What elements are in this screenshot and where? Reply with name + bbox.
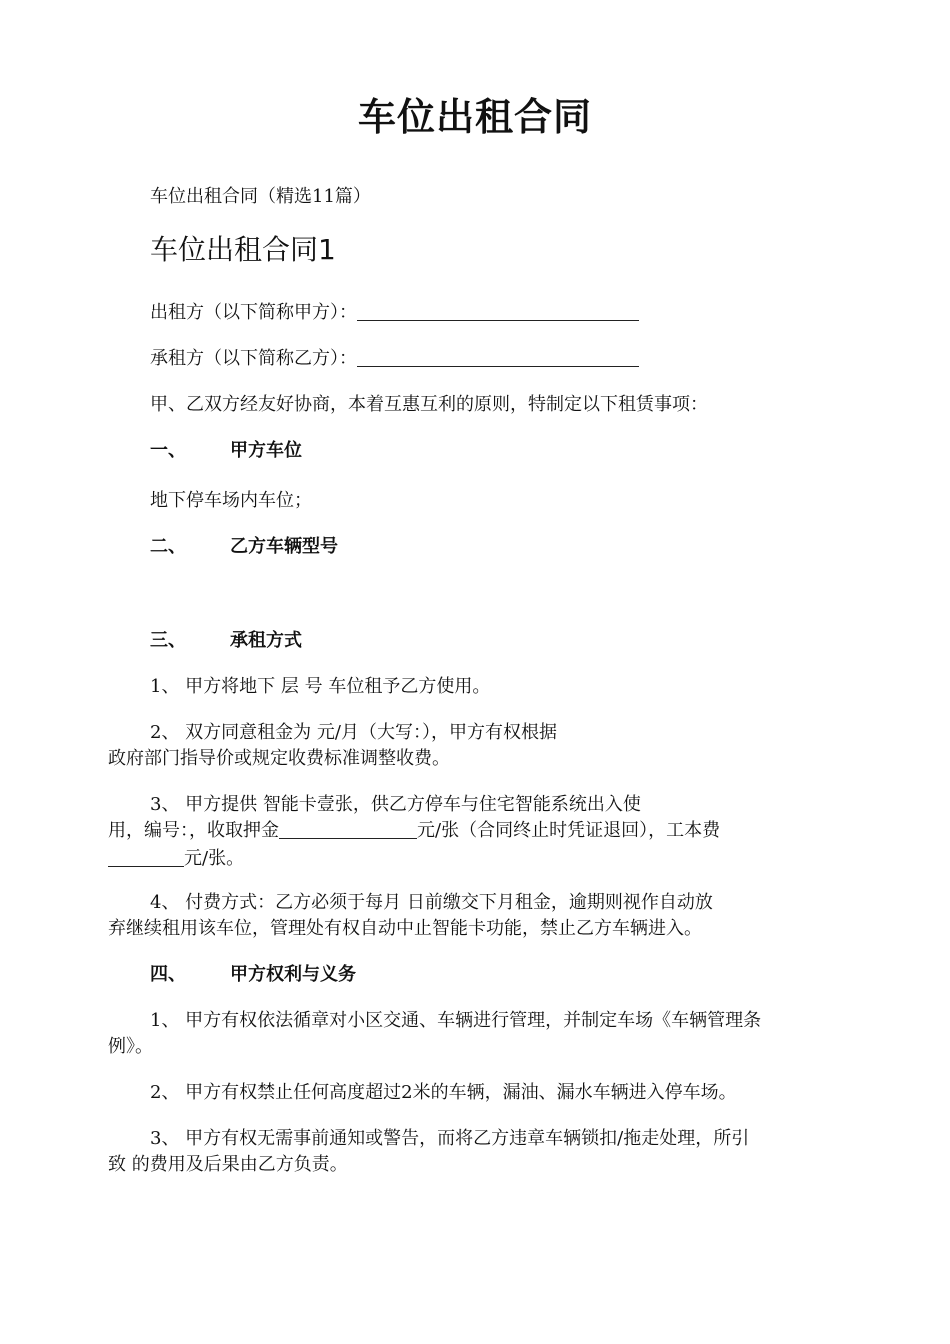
rights-1-line2: 例》。 xyxy=(108,1036,153,1057)
rights-2: 2、 甲方有权禁止任何高度超过2米的车辆，漏油、漏水车辆进入停车场。 xyxy=(150,1082,737,1103)
deposit-label: 用，编号：，收取押金 xyxy=(108,820,279,841)
rights-1-line1: 1、 甲方有权依法循章对小区交通、车辆进行管理，并制定车场《车辆管理条 xyxy=(150,1010,762,1031)
section-number: 二、 xyxy=(150,536,186,557)
lessee-line xyxy=(150,346,639,372)
section-title: 承租方式 xyxy=(230,630,302,651)
section-title: 乙方车辆型号 xyxy=(230,536,338,557)
intro-paragraph: 甲、乙双方经友好协商，本着互惠互利的原则，特制定以下租赁事项： xyxy=(150,394,708,415)
deposit-unit: 元/张（合同终止时凭证退回），工本费 xyxy=(417,820,721,841)
section-number: 一、 xyxy=(150,440,186,461)
parking-location: 地下停车场内车位； xyxy=(150,490,312,511)
section-number: 四、 xyxy=(150,964,186,985)
lease-term-3-line1: 3、 甲方提供 智能卡壹张，供乙方停车与住宅智能系统出入使 xyxy=(150,794,641,815)
lessor-label: 出租方（以下简称甲方）： xyxy=(150,302,357,323)
card-fee-blank xyxy=(108,848,184,867)
lease-term-2-line2: 政府部门指导价或规定收费标准调整收费。 xyxy=(108,748,450,769)
lease-term-3-line3 xyxy=(108,846,244,872)
rights-3-line2: 致 的费用及后果由乙方负责。 xyxy=(108,1154,348,1175)
lease-term-4-line2: 弃继续租用该车位，管理处有权自动中止智能卡功能，禁止乙方车辆进入。 xyxy=(108,918,702,939)
lessor-blank xyxy=(357,302,639,321)
lease-term-3-line2 xyxy=(108,818,720,844)
deposit-blank xyxy=(279,820,417,839)
section-number: 三、 xyxy=(150,630,186,651)
lessee-blank xyxy=(357,348,639,367)
contract-heading: 车位出租合同1 xyxy=(150,233,336,266)
lessee-label: 承租方（以下简称乙方）： xyxy=(150,348,357,369)
lease-term-4-line1: 4、 付费方式：乙方必须于每月 日前缴交下月租金，逾期则视作自动放 xyxy=(150,892,713,913)
section-title: 甲方车位 xyxy=(230,440,302,461)
rights-3-line1: 3、 甲方有权无需事前通知或警告，而将乙方违章车辆锁扣/拖走处理，所引 xyxy=(150,1128,750,1149)
document-subtitle: 车位出租合同（精选11篇） xyxy=(150,186,371,207)
lease-term-2-line1: 2、 双方同意租金为 元/月（大写：），甲方有权根据 xyxy=(150,722,557,743)
lessor-line xyxy=(150,300,639,326)
lease-term-1: 1、 甲方将地下 层 号 车位租予乙方使用。 xyxy=(150,676,491,697)
card-fee-unit: 元/张。 xyxy=(184,848,245,869)
section-title: 甲方权利与义务 xyxy=(230,964,356,985)
document-title: 车位出租合同 xyxy=(357,95,592,139)
